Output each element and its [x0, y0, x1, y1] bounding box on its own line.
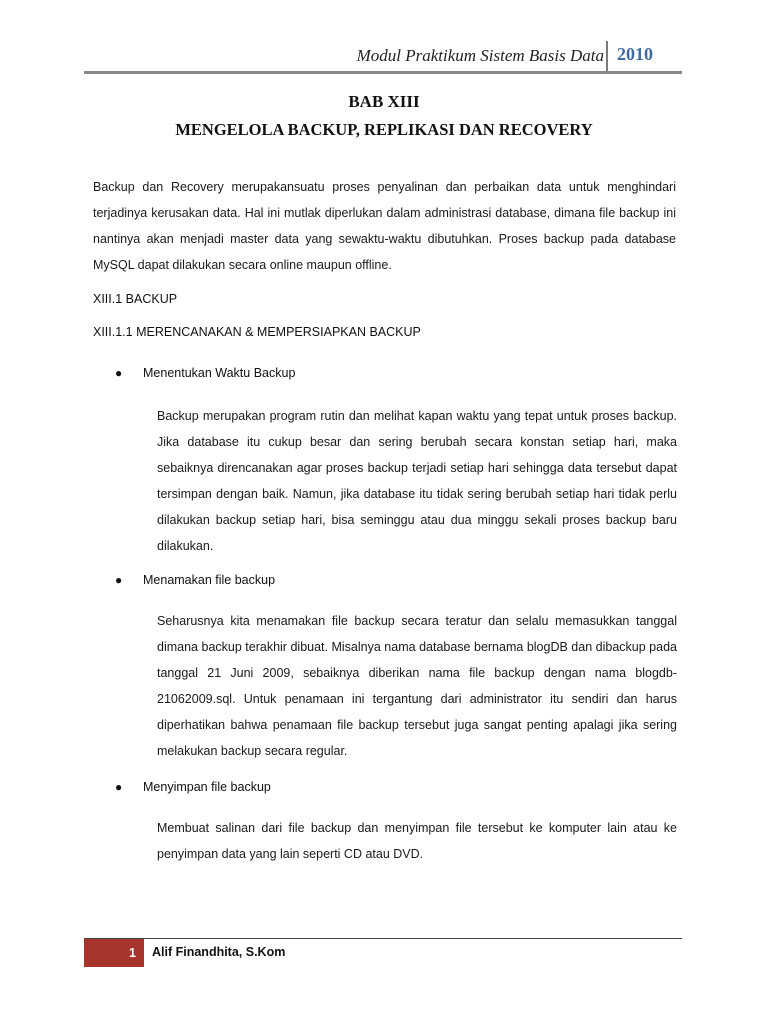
page-number: 1	[84, 939, 144, 967]
header-title: Modul Praktikum Sistem Basis Data	[356, 46, 604, 65]
header-separator	[606, 41, 608, 71]
bullet-icon: ●	[115, 366, 123, 380]
bullet-item	[115, 366, 295, 380]
chapter-number: BAB XIII	[348, 92, 420, 111]
bullet-title: Menentukan Waktu Backup	[143, 366, 296, 380]
footer-rule	[84, 938, 682, 939]
header-year: 2010	[617, 44, 653, 64]
bullet-item	[115, 780, 271, 794]
section-heading: XIII.1 BACKUP	[93, 292, 178, 306]
bullet-paragraph: Membuat salinan dari file backup dan menyimpan file tersebut ke komputer lain atau ke penyimpan data yang lain seperti CD atau DVD.	[157, 821, 677, 861]
bullet-icon: ●	[115, 780, 123, 794]
subsection-heading: XIII.1.1 MERENCANAKAN & MEMPERSIAPKAN BACKUP	[93, 325, 421, 339]
bullet-paragraph: Backup merupakan program rutin dan melihat kapan waktu yang tepat untuk proses backup. Jika database itu cukup besar dan sering berubah secara konstan setiap hari, maka sebaiknya direncanakan agar proses backup terjadi setiap hari sehingga data tersebut dapat tersimpan dengan baik. Namun, jika database itu tidak sering berubah setiap hari tidak perlu dilakukan backup setiap hari, bisa seminggu atau dua minggu sekali proses backup baru dilakukan.	[157, 409, 677, 553]
header-rule	[84, 71, 682, 74]
bullet-paragraph: Seharusnya kita menamakan file backup secara teratur dan selalu memasukkan tanggal dimana backup terakhir dibuat. Misalnya nama database bernama blogDB dan dibackup pada tanggal 21 Juni 2009, sebaiknya diberikan nama file backup dengan nama blogdb-21062009.sql. Untuk penamaan ini tergantung dari administrator itu sendiri dan harus diperhatikan bahwa penamaan file backup tersebut juga sangat penting apalagi jika sering melakukan backup secara regular.	[157, 614, 677, 758]
footer-author: Alif Finandhita, S.Kom	[152, 945, 286, 959]
bullet-icon: ●	[115, 573, 123, 587]
chapter-title: MENGELOLA BACKUP, REPLIKASI DAN RECOVERY	[175, 120, 593, 139]
bullet-item	[115, 573, 275, 587]
bullet-title: Menyimpan file backup	[143, 780, 271, 794]
intro-paragraph: Backup dan Recovery merupakansuatu proses penyalinan dan perbaikan data untuk menghindari terjadinya kerusakan data. Hal ini mutlak diperlukan dalam administrasi database, dimana file backup ini nantinya akan menjadi master data yang sewaktu-waktu dibutuhkan. Proses backup pada database MySQL dapat dilakukan secara online maupun offline.	[93, 180, 676, 272]
bullet-title: Menamakan file backup	[143, 573, 276, 587]
